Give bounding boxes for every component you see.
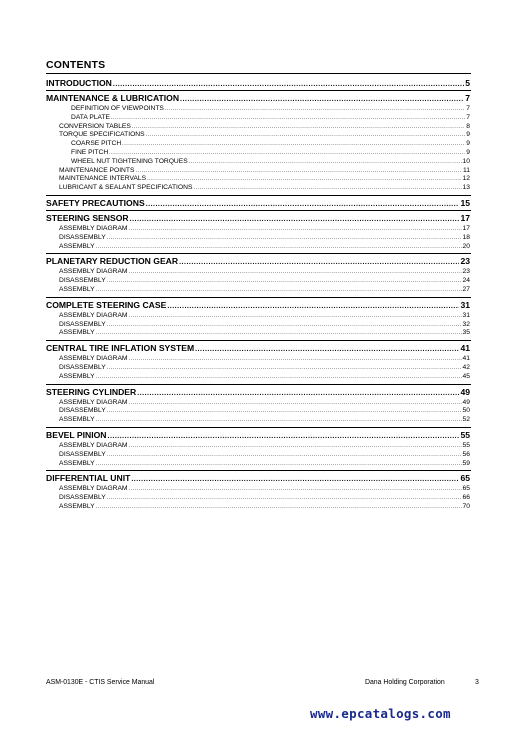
toc-subentry[interactable] [59,234,470,241]
toc-entry-page: 10 [462,157,470,165]
toc-leader-dots [122,141,465,147]
toc-leader-dots [107,278,462,284]
toc-leader-dots [179,259,459,266]
toc-subentry[interactable] [59,355,470,362]
toc-entry-label: ASSEMBLY DIAGRAM [59,355,128,363]
toc-entry-label: ASSEMBLY [59,503,95,510]
toc-entry-page: 17 [460,213,470,223]
toc-entry-label: WHEEL NUT TIGHTENING TORQUES [71,157,188,165]
toc-section-entry[interactable] [46,430,470,440]
toc-entry-label: ASSEMBLY DIAGRAM [59,311,128,319]
toc-entry-label: ASSEMBLY [59,242,95,250]
toc-entry-label: DISASSEMBLY [59,320,106,328]
toc-leader-dots [111,115,465,121]
toc-entry-page: 56 [462,450,470,458]
toc-leader-dots [107,408,462,414]
toc-subentry[interactable] [59,399,470,406]
section-divider [46,253,471,254]
toc-entry-page: 9 [466,131,470,139]
toc-leader-dots [96,417,462,423]
toc-entry-label: LUBRICANT & SEALANT SPECIFICATIONS [59,184,193,192]
toc-subentry[interactable] [59,167,470,174]
toc-section-entry[interactable] [46,93,470,103]
toc-entry-page: 31 [460,299,470,310]
toc-subentry[interactable] [71,105,470,112]
toc-entry-label: DISASSEMBLY [59,494,106,502]
toc-leader-dots [147,176,461,182]
toc-leader-dots [107,322,462,328]
toc-entry-page: 41 [462,355,470,363]
toc-leader-dots [193,185,461,191]
toc-entry-label: ASSEMBLY [59,372,95,380]
toc-entry-page: 45 [462,372,470,380]
toc-leader-dots [108,433,460,440]
toc-entry-label: MAINTENANCE INTERVALS [59,175,147,183]
toc-entry-label: INTRODUCTION [46,78,112,88]
section-divider [46,427,471,428]
toc-entry-page: 55 [460,430,470,440]
toc-leader-dots [180,96,464,103]
toc-subentry[interactable] [59,451,470,458]
toc-leader-dots [146,132,466,138]
toc-entry-label: DISASSEMBLY [59,233,106,241]
toc-leader-dots [167,303,459,310]
toc-leader-dots [131,476,459,483]
toc-entry-label: STEERING SENSOR [46,213,129,223]
toc-leader-dots [107,495,462,501]
toc-section-entry[interactable] [46,387,470,397]
toc-leader-dots [195,346,459,353]
toc-subentry[interactable] [59,175,470,182]
toc-entry-label: ASSEMBLY DIAGRAM [59,485,128,493]
toc-subentry[interactable] [59,123,470,130]
footer-doc-id: ASM-0130E - CTIS Service Manual [46,679,155,686]
toc-entry-label: ASSEMBLY [59,286,95,293]
toc-subentry[interactable] [71,149,470,156]
toc-entry-page: 9 [466,140,470,148]
toc-entry-page: 11 [463,166,470,174]
toc-leader-dots [96,374,462,380]
toc-section-entry[interactable] [46,343,470,353]
toc-entry-page: 23 [462,268,470,276]
toc-leader-dots [129,486,462,492]
toc-entry-page: 49 [460,386,470,397]
toc-subentry[interactable] [59,131,470,138]
toc-entry-label: STEERING CYLINDER [46,386,137,397]
toc-subentry[interactable] [59,184,470,191]
watermark-url: www.epcatalogs.com [310,706,451,721]
toc-entry-page: 65 [462,485,470,493]
toc-subentry[interactable] [59,312,470,319]
toc-entry-page: 12 [462,175,470,183]
toc-subentry[interactable] [59,321,470,328]
toc-entry-page: 20 [462,242,470,250]
section-divider [46,195,471,196]
toc-subentry[interactable] [59,225,470,232]
toc-leader-dots [96,461,462,467]
toc-entry-page: 70 [462,503,470,510]
toc-leader-dots [129,226,462,232]
toc-leader-dots [113,81,464,88]
toc-entry-page: 65 [460,473,470,484]
toc-subentry[interactable] [59,442,470,449]
toc-leader-dots [107,235,462,241]
toc-entry-page: 50 [462,407,470,415]
toc-entry-label: ASSEMBLY [59,416,95,424]
toc-entry-page: 31 [462,311,470,319]
toc-entry-page: 59 [462,459,470,467]
toc-entry-label: DISASSEMBLY [59,364,106,371]
toc-leader-dots [107,365,462,371]
toc-subentry[interactable] [59,329,470,336]
toc-entry-page: 27 [462,286,470,293]
toc-section-entry[interactable] [46,78,470,88]
toc-entry-page: 9 [466,149,470,156]
toc-entry-page: 18 [462,233,470,241]
toc-subentry[interactable] [59,243,470,250]
toc-entry-label: DEFINITION OF VIEWPOINTS [71,105,164,112]
toc-entry-label: MAINTENANCE POINTS [59,166,135,174]
toc-entry-page: 7 [466,113,470,121]
toc-leader-dots [96,287,462,293]
toc-entry-label: DIFFERENTIAL UNIT [46,473,131,484]
contents-title: CONTENTS [46,59,106,71]
toc-leader-dots [96,330,462,336]
toc-section-entry[interactable] [46,198,470,208]
footer-page-number: 3 [475,679,479,686]
toc-subentry[interactable] [59,503,470,510]
toc-entry-label: PLANETARY REDUCTION GEAR [46,256,179,267]
section-divider [46,340,471,341]
section-divider [46,470,471,471]
toc-entry-page: 66 [462,494,470,502]
section-divider [46,384,471,385]
section-divider [46,297,471,298]
toc-leader-dots [132,124,465,130]
toc-leader-dots [107,452,462,458]
toc-entry-label: CONVERSION TABLES [59,122,131,130]
toc-subentry[interactable] [59,416,470,423]
toc-subentry[interactable] [59,460,470,467]
toc-leader-dots [146,201,460,208]
toc-leader-dots [189,159,462,165]
toc-leader-dots [129,356,462,362]
title-divider [46,73,471,74]
toc-entry-page: 52 [462,416,470,424]
toc-entry-page: 35 [462,329,470,337]
toc-entry-label: DISASSEMBLY [59,407,106,415]
toc-entry-label: MAINTENANCE & LUBRICATION [46,93,180,103]
toc-subentry[interactable] [59,277,470,284]
toc-entry-page: 8 [466,122,470,130]
toc-section-entry[interactable] [46,300,470,310]
toc-entry-page: 23 [460,256,470,267]
toc-subentry[interactable] [59,286,470,293]
toc-leader-dots [130,216,460,223]
toc-entry-label: ASSEMBLY DIAGRAM [59,225,128,232]
toc-leader-dots [129,443,462,449]
toc-entry-page: 42 [462,364,470,371]
toc-section-entry[interactable] [46,473,470,483]
toc-subentry[interactable] [71,114,470,121]
toc-entry-label: DATA PLATE [71,113,111,121]
toc-entry-page: 17 [462,225,470,232]
toc-entry-label: ASSEMBLY DIAGRAM [59,268,128,276]
toc-subentry[interactable] [59,407,470,414]
toc-leader-dots [129,313,462,319]
section-divider [46,90,471,91]
toc-entry-label: ASSEMBLY [59,329,95,337]
toc-leader-dots [96,504,462,510]
toc-entry-page: 41 [460,343,470,354]
section-divider [46,210,471,211]
toc-leader-dots [129,400,462,406]
toc-entry-label: ASSEMBLY DIAGRAM [59,442,128,449]
toc-entry-label: ASSEMBLY [59,459,95,467]
toc-leader-dots [96,244,462,250]
toc-leader-dots [165,106,465,112]
toc-entry-page: 32 [462,320,470,328]
toc-leader-dots [109,150,465,156]
toc-subentry[interactable] [59,485,470,492]
toc-subentry[interactable] [59,494,470,501]
toc-entry-page: 5 [465,78,470,88]
toc-entry-page: 24 [462,277,470,285]
toc-entry-page: 55 [462,442,470,449]
toc-section-entry[interactable] [46,213,470,223]
toc-entry-page: 13 [462,184,470,192]
toc-entry-label: BEVEL PINION [46,430,107,440]
toc-subentry[interactable] [59,268,470,275]
toc-entry-label: ASSEMBLY DIAGRAM [59,398,128,406]
toc-entry-label: DISASSEMBLY [59,277,106,285]
toc-section-entry[interactable] [46,256,470,266]
toc-entry-page: 7 [465,93,470,103]
toc-leader-dots [135,168,462,174]
toc-entry-page: 15 [460,198,470,208]
toc-entry-label: COARSE PITCH [71,140,122,148]
toc-entry-label: FINE PITCH [71,149,109,156]
toc-entry-label: COMPLETE STEERING CASE [46,299,167,310]
toc-subentry[interactable] [71,158,470,165]
toc-subentry[interactable] [59,364,470,371]
toc-entry-page: 7 [466,105,470,112]
toc-subentry[interactable] [71,140,470,147]
toc-entry-page: 49 [462,398,470,406]
toc-entry-label: SAFETY PRECAUTIONS [46,198,145,208]
toc-leader-dots [137,390,459,397]
toc-entry-label: CENTRAL TIRE INFLATION SYSTEM [46,343,195,354]
toc-subentry[interactable] [59,373,470,380]
toc-entry-label: DISASSEMBLY [59,450,106,458]
toc-leader-dots [129,269,462,275]
toc-entry-label: TORQUE SPECIFICATIONS [59,131,145,139]
footer-company: Dana Holding Corporation [365,679,445,686]
